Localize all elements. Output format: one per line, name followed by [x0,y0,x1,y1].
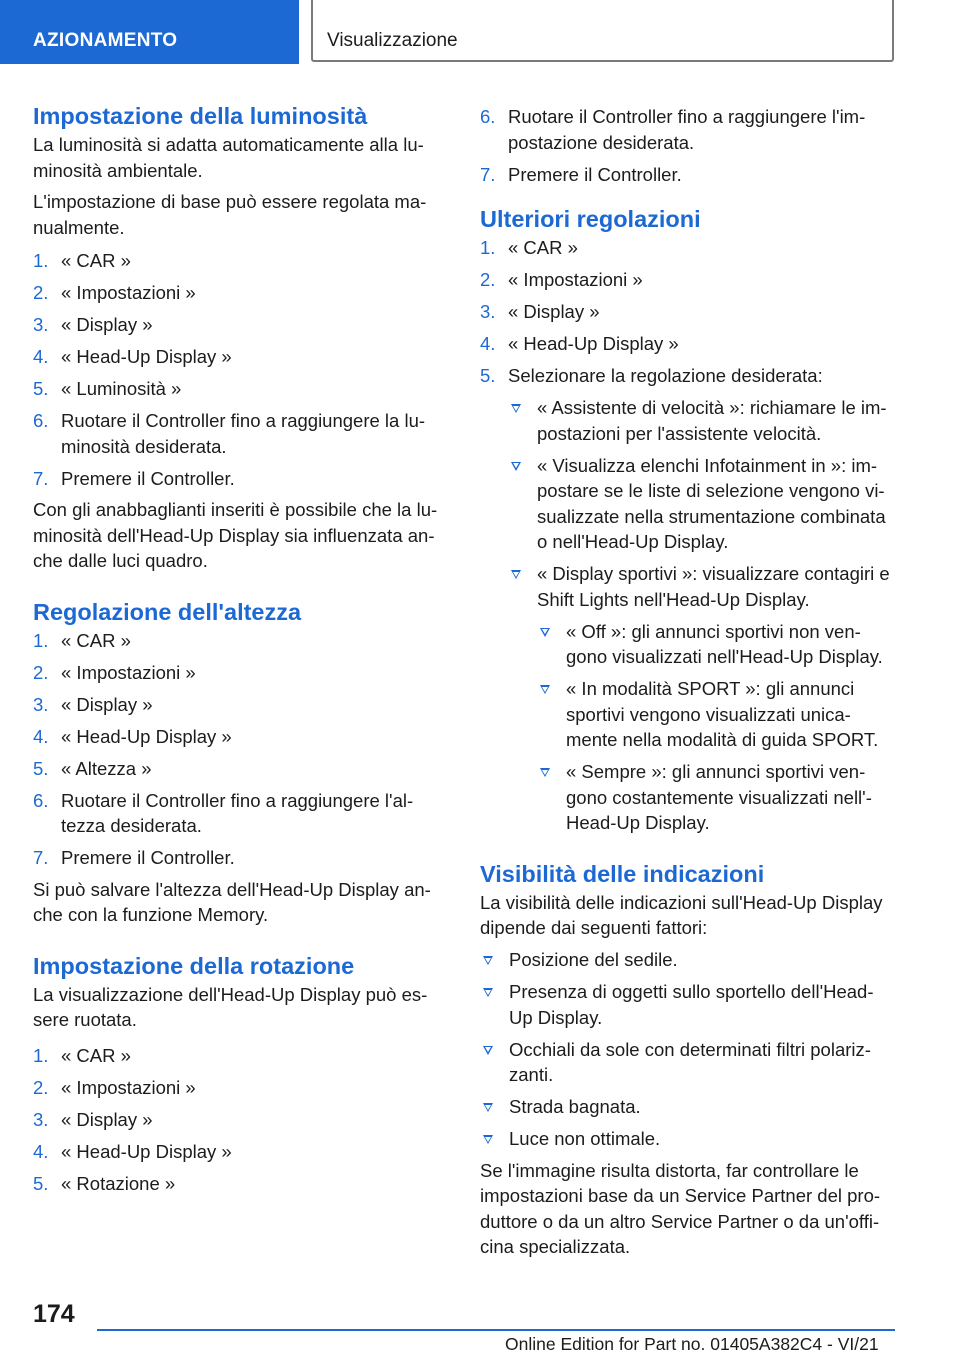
triangle-bullet-icon [483,1103,493,1112]
step-text: « Head-Up Display » [61,346,232,367]
step-text: Premere il Controller. [61,467,235,489]
step-text: « Impostazioni » [61,1076,196,1098]
step-text: « Display » [61,693,153,715]
step-text: « CAR » [508,237,578,258]
step-item [480,299,895,325]
triangle-bullet-icon [511,462,521,471]
step-number: 5. [33,1172,49,1194]
step-item [33,1107,443,1133]
step-number: 4. [480,333,496,354]
step-text: « Display » [508,301,600,322]
step-text: « Head-Up Display » [61,1140,232,1162]
step-number: 6. [33,410,49,431]
triangle-bullet-icon [511,404,521,413]
option-item [508,561,895,612]
step-item [480,235,895,261]
step-number: 1. [33,250,49,271]
factor-text: Presenza di oggetti sullo sportello dell'Head- Up Display. [509,981,874,1028]
footer-edition: Online Edition for Part no. 01405A382C4 - VI/21 [505,1334,879,1354]
factor-text: Luce non ottimale. [509,1128,661,1149]
step-item [33,408,443,459]
step-number: 1. [480,237,496,258]
step-number: 3. [33,314,49,335]
paragraph: L'impostazione di base può essere regolata ma‐ nualmente. [33,191,427,238]
left-column [33,100,443,1196]
step-text: « Display » [61,314,153,335]
section-title: Impostazione della luminosità [33,103,368,129]
step-number: 3. [33,693,49,715]
step-text: Ruotare il Controller fino a raggiungere la lu‐ minosità desiderata. [61,410,426,457]
step-number: 3. [33,1108,49,1130]
paragraph: La visualizzazione dell'Head-Up Display può es‐ sere ruotata. [33,983,428,1030]
factor-text: Occhiali da sole con determinati filtri polariz‐ zanti. [509,1038,871,1085]
step-number: 4. [33,346,49,367]
factor-text: Posizione del sedile. [509,949,678,970]
option-list [508,395,895,612]
section-title: Visibilità delle indicazioni [480,860,765,887]
step-item [480,267,895,293]
step-item [33,756,443,782]
step-text: « Luminosità » [61,378,182,399]
factor-item [480,1094,895,1120]
step-number: 2. [33,282,49,303]
step-text: « Head-Up Display » [61,725,232,747]
step-text: Ruotare il Controller fino a raggiungere l'al‐ tezza desiderata. [61,789,414,836]
step-list [33,628,443,871]
step-list [480,104,895,187]
section-rotation [33,950,443,1197]
section-brightness [33,100,443,574]
step-number: 1. [33,629,49,651]
step-number: 2. [33,661,49,683]
option-text: « In modalità SPORT »: gli annunci sportivi vengono visualizzati unica‐ mente nella modalità di guida SPORT. [566,678,879,750]
option-item [508,453,895,555]
option-text: « Visualizza elenchi Infotainment in »: im‐ postare se le liste di selezione vengono vi‐ sualizzate nella strumentazione combinata o nell'Head-Up Display. [537,454,886,552]
step-item [480,363,895,389]
section-visibility [480,858,895,1260]
step-list [33,1043,443,1197]
triangle-bullet-icon [483,1135,493,1144]
step-text: Premere il Controller. [61,847,235,868]
triangle-bullet-icon [483,1046,493,1055]
paragraph: Con gli anabbaglianti inseriti è possibile che la lu‐ minosità dell'Head-Up Display sia influenzata an‐ che dalle luci quadro. [33,499,438,571]
step-item [33,1075,443,1101]
step-item [33,466,443,492]
step-number: 5. [480,365,496,386]
step-number: 4. [33,725,49,747]
triangle-bullet-icon [540,685,550,694]
paragraph: Se l'immagine risulta distorta, far controllare le impostazioni base da un Service Partner del pro‐ duttore o da un altro Service Partner o da un'offi‐ cina specializzata. [480,1159,881,1257]
step-item [33,344,443,370]
step-number: 7. [33,847,49,868]
step-item [480,104,895,155]
step-text: « CAR » [61,1044,131,1066]
option-item [537,676,895,753]
header-chapter-tab [311,0,894,62]
step-item [33,660,443,686]
step-number: 2. [480,269,496,290]
option-item [537,619,895,670]
section-height [33,596,443,928]
step-item [33,628,443,654]
step-item [480,331,895,357]
option-text: « Off »: gli annunci sportivi non ven‐ gono visualizzati nell'Head-Up Display. [566,620,883,667]
option-text: « Sempre »: gli annunci sportivi ven‐ gono costantemente visualizzati nell'‐ Head-Up Display. [566,761,872,833]
step-number: 3. [480,301,496,322]
paragraph: Si può salvare l'altezza dell'Head-Up Display an‐ che con la funzione Memory. [33,878,431,925]
header-chapter-label: Visualizzazione [327,30,458,51]
option-text: « Display sportivi »: visualizzare contagiri e Shift Lights nell'Head-Up Display. [537,563,890,610]
header-section-tab [0,0,299,64]
section-title: Impostazione della rotazione [33,952,355,979]
step-text: « Impostazioni » [61,282,196,303]
step-text: « Impostazioni » [61,661,196,683]
triangle-bullet-icon [540,768,550,777]
step-number: 5. [33,378,49,399]
step-text: Premere il Controller. [508,163,682,185]
step-item [33,788,443,839]
step-number: 7. [33,467,49,489]
step-item [33,248,443,274]
step-text: « CAR » [61,629,131,651]
step-number: 2. [33,1076,49,1098]
step-item [480,162,895,188]
factor-item [480,1037,895,1088]
sport-option-list [537,619,895,836]
triangle-bullet-icon [483,988,493,997]
paragraph: La luminosità si adatta automaticamente alla lu‐ minosità ambientale. [33,134,424,181]
step-item [33,692,443,718]
step-text: « Head-Up Display » [508,333,679,354]
triangle-bullet-icon [540,628,550,637]
section-title: Regolazione dell'altezza [33,598,302,625]
factor-item [480,1126,895,1152]
step-item [33,724,443,750]
step-item [33,1043,443,1069]
step-item [33,280,443,306]
step-item [33,1171,443,1197]
factor-text: Strada bagnata. [509,1096,641,1117]
step-text: « Rotazione » [61,1172,176,1194]
option-item [508,395,895,446]
section-further-settings [480,203,895,836]
step-item [33,1139,443,1165]
factor-item [480,947,895,973]
step-text: « Display » [61,1108,153,1130]
step-item [33,845,443,871]
step-number: 5. [33,757,49,779]
step-item [33,312,443,338]
factor-item [480,979,895,1030]
step-text: Selezionare la regolazione desiderata: [508,365,823,386]
step-item [33,376,443,402]
step-number: 6. [480,106,496,127]
triangle-bullet-icon [511,570,521,579]
footer-divider [97,1329,895,1331]
option-text: « Assistente di velocità »: richiamare le im‐ postazioni per l'assistente velocità. [537,397,887,444]
step-text: « Impostazioni » [508,269,643,290]
section-title: Ulteriori regolazioni [480,206,701,232]
right-column [480,100,895,1260]
step-number: 6. [33,789,49,811]
step-text: Ruotare il Controller fino a raggiungere l'im‐ postazione desiderata. [508,106,866,153]
step-number: 1. [33,1044,49,1066]
step-list [33,248,443,491]
triangle-bullet-icon [483,956,493,965]
option-item [537,759,895,836]
step-list [480,235,895,389]
step-text: « Altezza » [61,757,152,779]
step-text: « CAR » [61,250,131,271]
header-section-label: AZIONAMENTO [33,30,178,51]
paragraph: La visibilità delle indicazioni sull'Head-Up Display dipende dai seguenti fattori: [480,891,883,938]
step-number: 4. [33,1140,49,1162]
page-number: 174 [33,1300,75,1328]
step-number: 7. [480,163,496,185]
factor-list [480,947,895,1152]
